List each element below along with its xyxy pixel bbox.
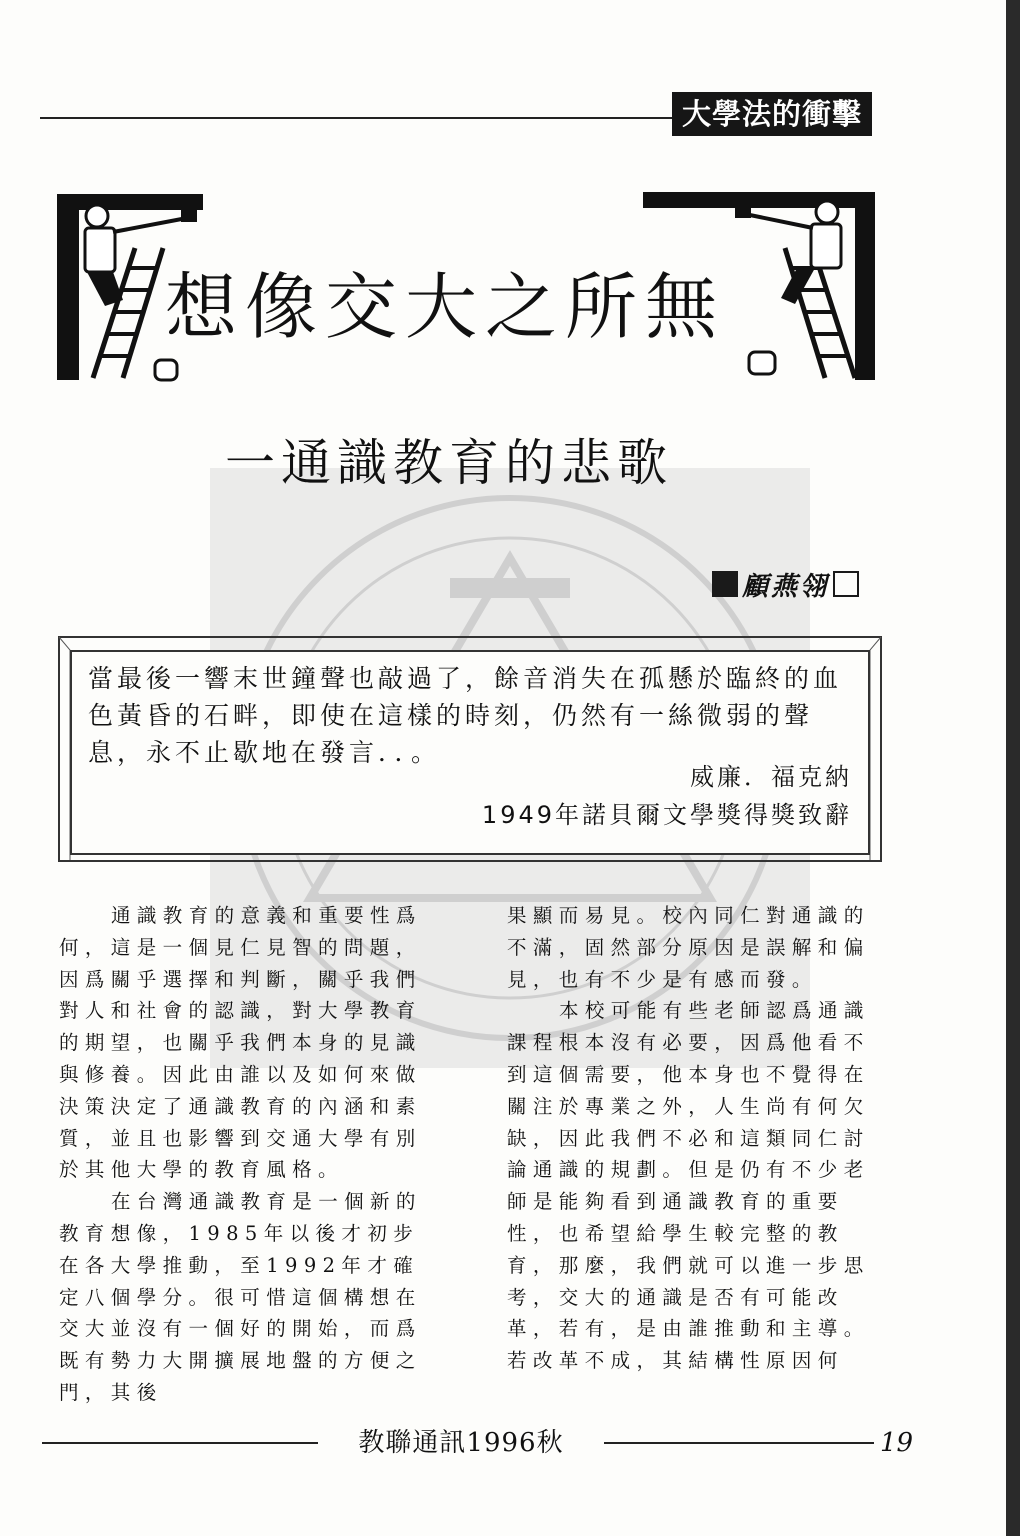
author-name: 顧燕翎 xyxy=(742,571,830,602)
quote-attribution xyxy=(420,758,852,834)
body-column-left xyxy=(59,900,439,1409)
body-paragraph: 在台灣通識教育是一個新的教育想像，1985年以後才初步在各大學推動，至1992年才確定八個學分。很可惜這個構想在交大並沒有一個好的開始，而爲既有勢力大開擴展地盤的方便之門，其後 xyxy=(59,1190,422,1404)
footer-rule-left xyxy=(42,1442,318,1444)
quote-attribution-source: 1949年諾貝爾文學獎得獎致辭 xyxy=(481,801,852,829)
page-number: 19 xyxy=(880,1428,914,1458)
section-tag: 大學法的衝擊 xyxy=(672,92,872,136)
byline-open-square-icon xyxy=(833,571,859,597)
footer-rule-right xyxy=(604,1442,874,1444)
header-rule xyxy=(40,117,680,119)
body-column-right xyxy=(507,900,887,1377)
body-paragraph: 通識教育的意義和重要性爲何，這是一個見仁見智的問題，因爲關乎選擇和判斷，關乎我們對人和社會的認識，對大學教育的期望，也關乎我們本身的見識與修養。因此由誰以及如何來做決策決定了通識教育的內涵和素質，並且也影響到交通大學有別於其他大學的教育風格。 xyxy=(59,904,422,1182)
byline-filled-square-icon xyxy=(712,571,738,597)
quote-text xyxy=(88,660,858,771)
article-title: 想像交大之所無 xyxy=(165,265,726,349)
paint-bucket-icon xyxy=(155,360,177,380)
article-subtitle: 一通識教育的悲歌 xyxy=(225,434,673,492)
body-paragraph: 果顯而易見。校內同仁對通識的不滿，固然部分原因是誤解和偏見，也有不少是有感而發。 xyxy=(507,904,870,991)
scan-edge xyxy=(1006,0,1020,1536)
quote-line: 息，永不止歇地在發言．．。 xyxy=(88,738,441,767)
body-paragraph: 本校可能有些老師認爲通識課程根本沒有必要，因爲他看不到這個需要，他本身也不覺得在關注於專業之外，人生尚有何欠缺，因此我們不必和這類同仁討論通識的規劃。但是仍有不少老師是能夠看到通識教育的重要性，也希望給學生較完整的教育，那麼，我們就可以進一步思考，交大的通識是否有可能改革，若有，是由誰推動和主導。若改革不成，其結構性原因何 xyxy=(507,999,870,1373)
quote-attribution-name: 威廉．福克納 xyxy=(690,763,852,791)
author-byline xyxy=(712,566,882,602)
quote-line: 當最後一響末世鐘聲也敲過了，餘音消失在孤懸於臨終的血 xyxy=(88,664,843,693)
quote-line: 色黃昏的石畔，即使在這樣的時刻，仍然有一絲微弱的聲 xyxy=(88,701,814,730)
paint-bucket-icon xyxy=(749,352,775,374)
footer-publication: 教聯通訊1996秋 xyxy=(358,1428,564,1458)
